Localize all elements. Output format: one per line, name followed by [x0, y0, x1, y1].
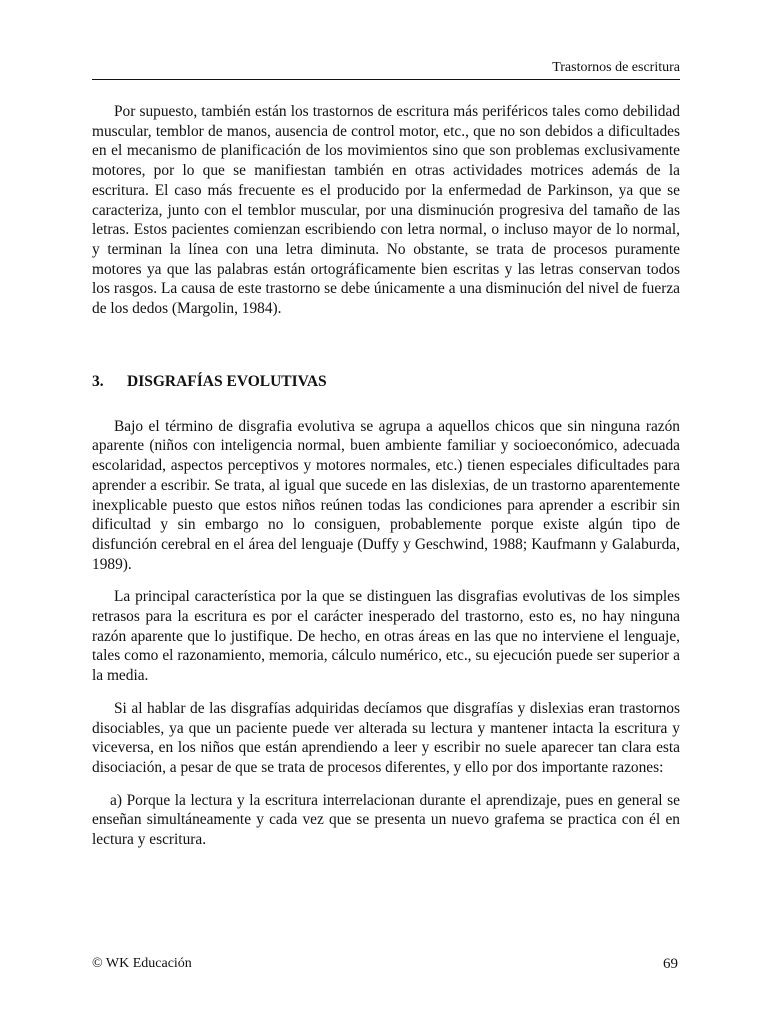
body-paragraph-2: Bajo el término de disgrafia evolutiva se agrupa a aquellos chicos que sin ninguna razón aparente (niños con inteligencia normal, buen ambiente familiar y socioeconómico, adecuada escolaridad, aspectos perceptivos y motores normales, etc.) tienen especiales dificultades para aprender a escribir. Se trata, al igual que sucede en las dislexias, de un trastorno aparentemente inexplicable puesto que estos niños reúnen todas las condiciones para aprender a escribir sin dificultad y sin embargo no lo consiguen, probablemente porque existe algún tipo de disfunción cerebral en el área del lenguaje (Duffy y Geschwind, 1988; Kaufmann y Galaburda, 1989). [92, 417, 680, 573]
page-number: 69 [663, 956, 678, 972]
body-paragraph-4: Si al hablar de las disgrafías adquiridas decíamos que disgrafías y dislexias eran trastornos disociables, ya que un paciente puede ver alterada su lectura y mantener intacta la escritura y viceversa, en los niños que están aprendiendo a leer y escribir no suele aparecer tan clara esta disociación, a pesar de que se trata de procesos diferentes, y ello por dos importante razones: [92, 699, 680, 776]
body-paragraph-3: La principal característica por la que se distinguen las disgrafias evolutivas de los simples retrasos para la escritura es por el carácter inesperado del trastorno, esto es, no hay ninguna razón aparente que lo justifique. De hecho, en otras áreas en las que no interviene el lenguaje, tales como el razonamiento, memoria, cálculo numérico, etc., su ejecución puede ser superior a la media. [92, 588, 680, 685]
section-heading [92, 372, 680, 392]
body-paragraph-1: Por supuesto, también están los trastornos de escritura más periféricos tales como debilidad muscular, temblor de manos, ausencia de control motor, etc., que no son debidos a dificultades en el mecanismo de planificación de los movimientos sino que son problemas exclusivamente motores, por lo que se manifiestan también en otras actividades motrices además de la escritura. El caso más frecuente es el producido por la enfermedad de Parkinson, ya que se caracteriza, junto con el temblor muscular, por una disminución progresiva del tamaño de las letras. Estos pacientes comienzan escribiendo con letra normal, o incluso mayor de lo normal, y terminan la línea con una letra diminuta. No obstante, se trata de procesos puramente motores ya que las palabras están ortográficamente bien escritas y las letras conservan todos los rasgos. La causa de este trastorno se debe únicamente a una disminución del nivel de fuerza de los dedos (Margolin, 1984). [92, 103, 680, 318]
header-rule [92, 79, 680, 80]
page-content [92, 102, 680, 850]
footer-publisher: © WK Educación [92, 956, 192, 971]
section-number: 3. [92, 372, 104, 390]
list-item-a: a) Porque la lectura y la escritura interrelacionan durante el aprendizaje, pues en general se enseñan simultáneamente y cada vez que se presenta un nuevo grafema se practica con él en lectura y escritura. [92, 791, 680, 849]
running-head-title: Trastornos de escritura [552, 60, 680, 75]
section-title: DISGRAFÍAS EVOLUTIVAS [127, 372, 327, 390]
